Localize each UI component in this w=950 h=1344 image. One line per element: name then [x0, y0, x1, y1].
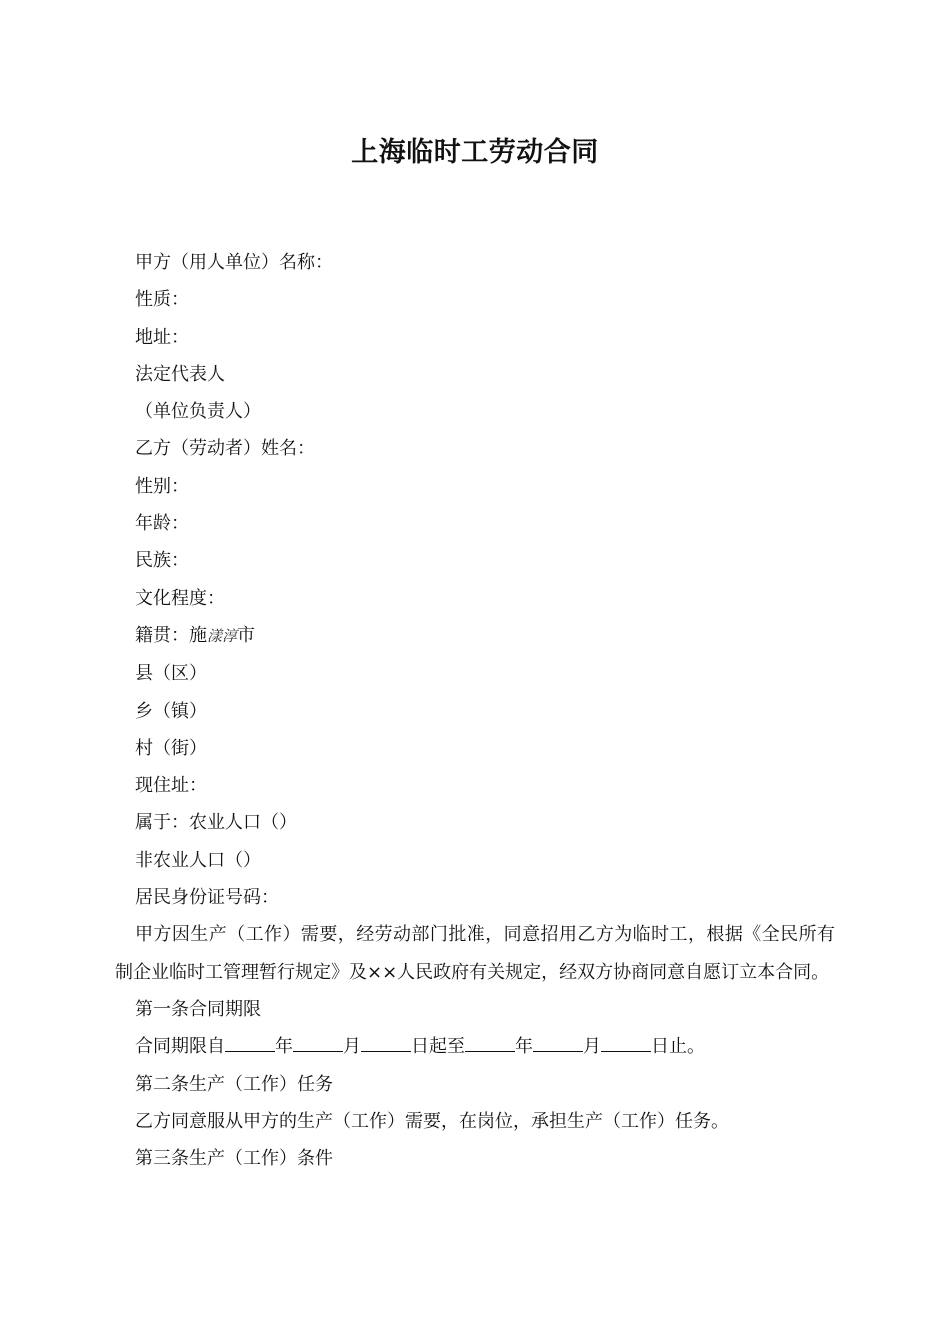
party-b-name-line: 乙方（劳动者）姓名： [135, 438, 315, 460]
county-line: 县（区） [135, 663, 207, 685]
document-title: 上海临时工劳动合同 [351, 137, 599, 168]
term-prefix: 合同期限自 [135, 1036, 225, 1058]
native-handwritten-mark: 漾淳 [207, 626, 238, 645]
nature-line: 性质： [135, 289, 189, 311]
blank-end-month [533, 1033, 583, 1052]
legal-rep-line: 法定代表人 [135, 363, 225, 385]
native-prefix: 籍贯：施 [135, 624, 207, 646]
id-number-line: 居民身份证号码： [135, 887, 279, 909]
term-year-2: 年 [515, 1036, 533, 1058]
contract-term-line [115, 1028, 835, 1065]
blank-end-year [465, 1033, 515, 1052]
agri-population-line: 属于：农业人口（） [135, 812, 297, 834]
address-line: 地址： [135, 326, 189, 348]
unit-head-line: （单位负责人） [135, 401, 261, 423]
article-1-heading: 第一条合同期限 [135, 998, 261, 1020]
term-year-1: 年 [275, 1036, 293, 1058]
article-3-heading: 第三条生产（工作）条件 [135, 1148, 333, 1170]
ethnicity-line: 民族： [135, 550, 189, 572]
blank-start-month [293, 1033, 343, 1052]
education-line: 文化程度： [135, 587, 225, 609]
age-line: 年龄： [135, 513, 189, 535]
current-address-line: 现住址： [135, 775, 207, 797]
blank-end-day [601, 1033, 651, 1052]
blank-start-day [361, 1033, 411, 1052]
native-suffix: 市 [237, 624, 256, 646]
term-month-1: 月 [343, 1036, 361, 1058]
village-line: 村（街） [135, 737, 207, 759]
term-day-1: 日起至 [411, 1036, 465, 1058]
contract-body [115, 244, 835, 1177]
intro-paragraph: 甲方因生产（工作）需要，经劳动部门批准，同意招用乙方为临时工，根据《全民所有制企业临时工管理暂行规定》及××人民政府有关规定，经双方协商同意自愿订立本合同。 [115, 924, 835, 983]
term-day-2: 日止。 [651, 1036, 705, 1058]
non-agri-population-line: 非农业人口（） [135, 849, 261, 871]
article-2-text: 乙方同意服从甲方的生产（工作）需要，在岗位，承担生产（工作）任务。 [135, 1110, 729, 1132]
blank-start-year [225, 1033, 275, 1052]
term-month-2: 月 [583, 1036, 601, 1058]
native-place-line [115, 617, 835, 655]
township-line: 乡（镇） [135, 700, 207, 722]
article-2-heading: 第二条生产（工作）任务 [135, 1073, 333, 1095]
gender-line: 性别： [135, 475, 189, 497]
party-a-name-line: 甲方（用人单位）名称： [135, 252, 333, 273]
